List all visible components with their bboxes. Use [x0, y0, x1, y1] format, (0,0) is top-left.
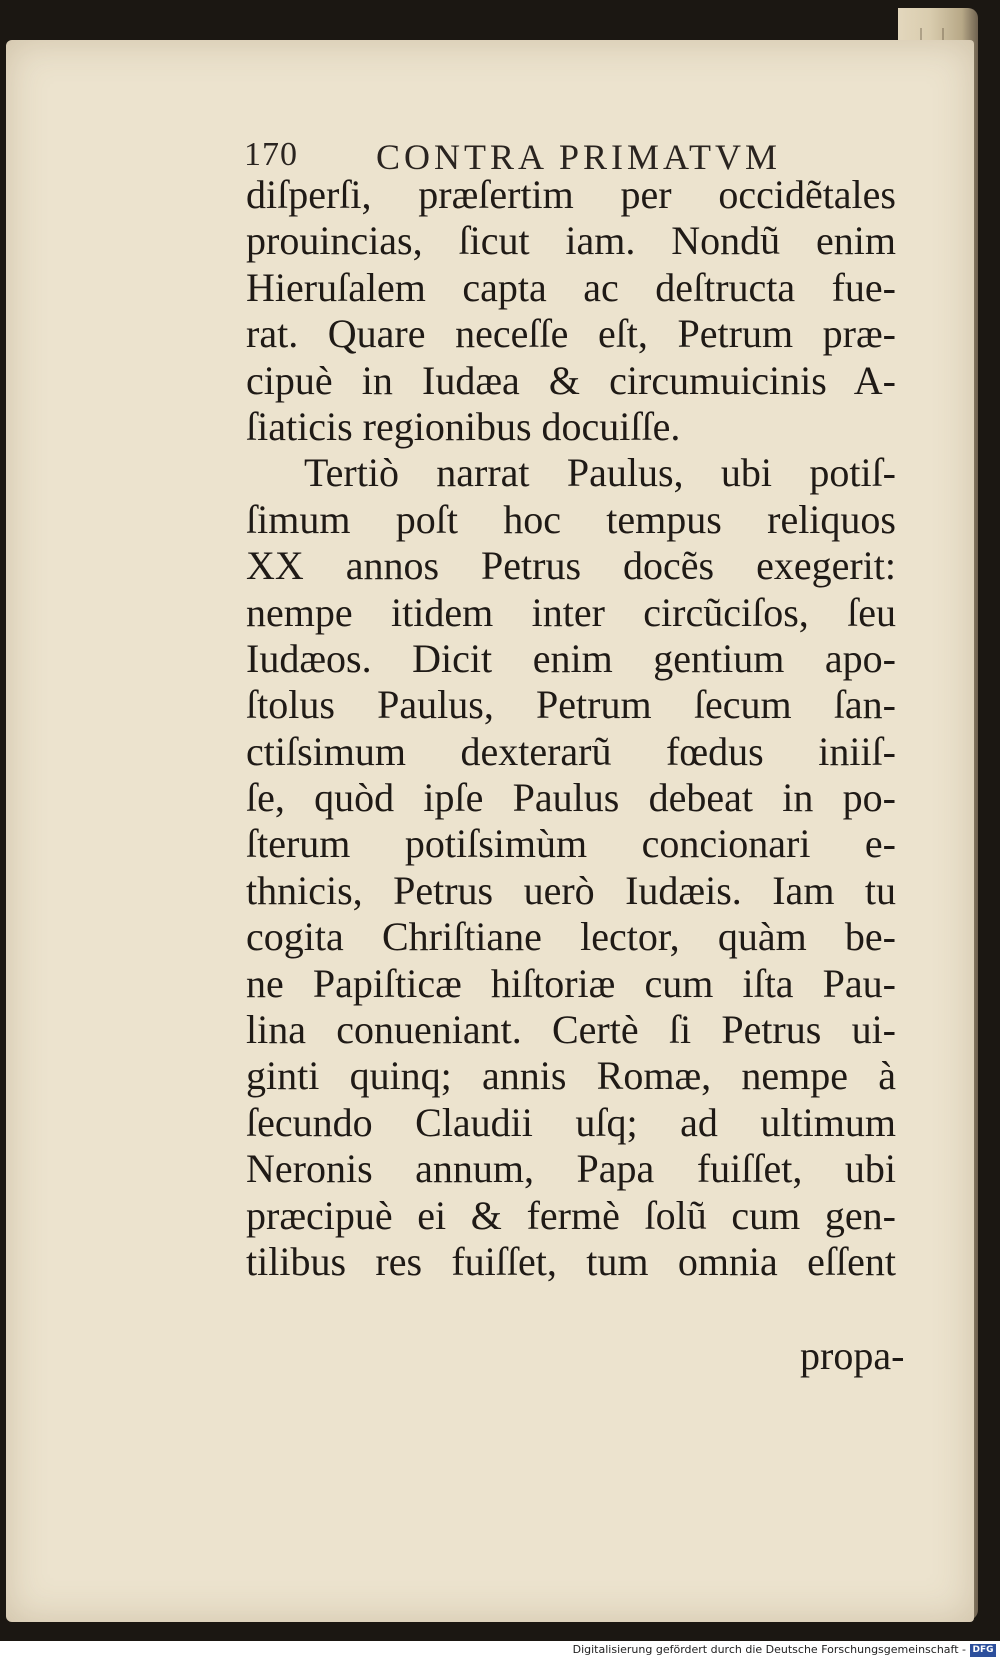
text-line: thnicis, Petrus uerò Iudæis. Iam tu — [246, 867, 896, 913]
text-line: cogita Chriſtiane lector, quàm be- — [246, 914, 896, 960]
footer-bar — [0, 1641, 1000, 1661]
text-line: Iudæos. Dicit enim gentium apo- — [246, 635, 896, 681]
text-line: ſtolus Paulus, Petrum ſecum ſan- — [246, 682, 896, 728]
text-line: nempe itidem inter circũciſos, ſeu — [246, 589, 896, 635]
text-line: ne Papiſticæ hiſtoriæ cum iſta Pau- — [246, 960, 896, 1006]
catchword: propa- — [800, 1333, 905, 1378]
text-line: diſperſi, præſertim per occidẽtales — [246, 172, 896, 217]
text-line: ſimum poſt hoc tempus reliquos — [246, 496, 896, 542]
text-line: ginti quinq; annis Romæ, nempe à — [246, 1053, 896, 1099]
text-line: prouincias, ſicut iam. Nondũ enim — [246, 218, 896, 264]
text-line: ſe, quòd ipſe Paulus debeat in po- — [246, 775, 896, 821]
text-line: tilibus res fuiſſet, tum omnia eſſent — [246, 1238, 896, 1284]
text-line: ſiaticis regionibus docuiſſe. — [246, 403, 681, 449]
running-head — [244, 136, 844, 176]
text-line: Neronis annum, Papa fuiſſet, ubi — [246, 1146, 896, 1192]
text-line: Hieruſalem capta ac deſtructa fue- — [246, 264, 896, 310]
page-number: 170 — [244, 136, 298, 173]
dfg-logo-icon: DFG — [970, 1644, 996, 1657]
text-line: ctiſsimum dexterarũ fœdus iniiſ- — [246, 728, 896, 774]
text-block — [246, 172, 896, 1285]
text-line: ſterum potiſsimùm concionari e- — [246, 821, 896, 867]
text-line: lina conueniant. Certè ſi Petrus ui- — [246, 1007, 896, 1053]
text-line: præcipuè ei & fermè ſolũ cum gen- — [246, 1192, 896, 1238]
text-line: XX annos Petrus docẽs exegerit: — [246, 543, 896, 589]
funding-credit: Digitalisierung gefördert durch die Deutsche Forschungsgemeinschaft - — [572, 1643, 966, 1656]
running-title: CONTRA PRIMATVM — [376, 137, 782, 177]
text-line: Tertiò narrat Paulus, ubi potiſ- — [304, 450, 896, 496]
text-line: rat. Quare neceſſe eſt, Petrum præ- — [246, 311, 896, 357]
text-line: cipuè in Iudæa & circumuicinis A- — [246, 357, 896, 403]
text-line: ſecundo Claudii uſq; ad ultimum — [246, 1099, 896, 1145]
